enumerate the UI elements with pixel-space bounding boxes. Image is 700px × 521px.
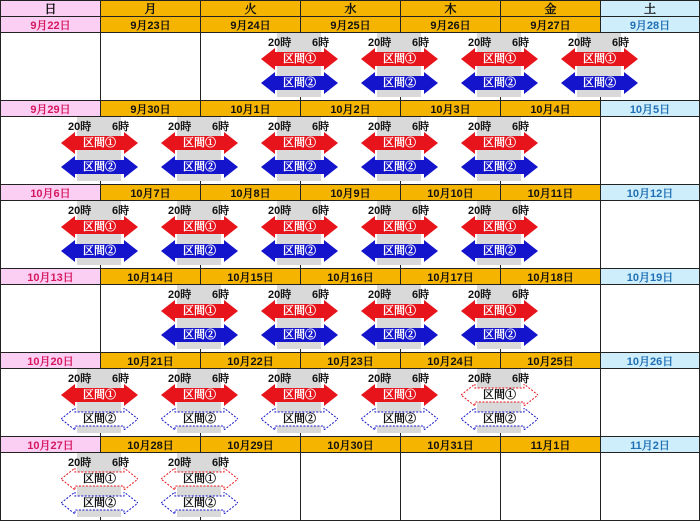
- date-cell: 9月23日: [100, 16, 201, 33]
- closure-arrow-section2: [461, 156, 538, 178]
- start-time-label: 20時: [368, 121, 392, 133]
- start-time-label: 20時: [468, 373, 492, 385]
- closure-block: [60, 369, 139, 433]
- closure-arrow-section1: [261, 300, 338, 322]
- closure-block: [260, 369, 339, 433]
- section1-label: 区間①: [383, 137, 416, 149]
- end-time-label: 6時: [312, 37, 330, 49]
- closure-arrow-section2: [361, 156, 438, 178]
- open-arrow-section1: [61, 468, 138, 490]
- closure-arrow-section1: [61, 384, 138, 406]
- date-cell: 9月29日: [0, 100, 101, 117]
- end-time-label: 6時: [412, 37, 430, 49]
- end-time-label: 6時: [412, 121, 430, 133]
- start-time-label: 20時: [368, 37, 392, 49]
- date-cell: 10月22日: [200, 352, 301, 369]
- end-time-label: 6時: [212, 289, 230, 301]
- closure-block: [160, 285, 239, 349]
- closure-arrow-section2: [61, 156, 138, 178]
- date-cell: 10月1日: [200, 100, 301, 117]
- closure-arrow-section2: [361, 240, 438, 262]
- closure-arrow-section2: [61, 240, 138, 262]
- closure-arrow-section1: [261, 384, 338, 406]
- open-arrow-section2: [461, 408, 538, 430]
- closure-arrow-section2: [261, 72, 338, 94]
- section2-label: 区間②: [483, 77, 516, 89]
- section1-label: 区間①: [483, 221, 516, 233]
- date-cell: 10月16日: [300, 268, 401, 285]
- section1-label: 区間①: [383, 53, 416, 65]
- start-time-label: 20時: [268, 205, 292, 217]
- weekday-header: 日: [0, 0, 101, 17]
- date-cell: 10月24日: [400, 352, 501, 369]
- section2-label: 区間②: [83, 161, 116, 173]
- closure-block: [360, 369, 439, 433]
- closure-block: [360, 33, 439, 97]
- closure-arrow-section1: [361, 300, 438, 322]
- end-time-label: 6時: [612, 37, 630, 49]
- closure-block: [260, 33, 339, 97]
- end-time-label: 6時: [512, 121, 530, 133]
- section1-label: 区間①: [83, 221, 116, 233]
- end-time-label: 6時: [212, 205, 230, 217]
- section2-label: 区間②: [383, 329, 416, 341]
- section1-label: 区間①: [483, 137, 516, 149]
- end-time-label: 6時: [512, 37, 530, 49]
- closure-arrow-section2: [161, 324, 238, 346]
- section2-label: 区間②: [83, 413, 116, 425]
- section2-label: 区間②: [283, 245, 316, 257]
- closure-arrow-section1: [361, 48, 438, 70]
- end-time-label: 6時: [412, 205, 430, 217]
- day-cell: [600, 116, 700, 185]
- date-cell: 10月2日: [300, 100, 401, 117]
- section2-label: 区間②: [183, 497, 216, 509]
- end-time-label: 6時: [212, 121, 230, 133]
- date-cell: 10月20日: [0, 352, 101, 369]
- date-cell: 10月10日: [400, 184, 501, 201]
- start-time-label: 20時: [168, 121, 192, 133]
- section1-label: 区間①: [283, 305, 316, 317]
- closure-arrow-section2: [261, 156, 338, 178]
- section2-label: 区間②: [83, 245, 116, 257]
- closure-block: [160, 201, 239, 265]
- section1-label: 区間①: [183, 389, 216, 401]
- section2-label: 区間②: [83, 497, 116, 509]
- closure-block: [460, 117, 539, 181]
- date-cell: 10月23日: [300, 352, 401, 369]
- section1-label: 区間①: [483, 305, 516, 317]
- date-cell: 9月26日: [400, 16, 501, 33]
- start-time-label: 20時: [268, 37, 292, 49]
- date-cell: 9月30日: [100, 100, 201, 117]
- section1-label: 区間①: [483, 389, 516, 401]
- closure-block: [160, 453, 239, 517]
- closure-arrow-section1: [61, 132, 138, 154]
- end-time-label: 6時: [312, 121, 330, 133]
- day-cell: [600, 284, 700, 353]
- open-arrow-section2: [261, 408, 338, 430]
- start-time-label: 20時: [268, 121, 292, 133]
- closure-block: [260, 117, 339, 181]
- section1-label: 区間①: [483, 53, 516, 65]
- start-time-label: 20時: [268, 289, 292, 301]
- section1-label: 区間①: [183, 137, 216, 149]
- day-cell: [600, 368, 700, 437]
- start-time-label: 20時: [468, 289, 492, 301]
- start-time-label: 20時: [268, 373, 292, 385]
- section2-label: 区間②: [383, 413, 416, 425]
- day-cell: [0, 284, 101, 353]
- start-time-label: 20時: [168, 457, 192, 469]
- date-cell: 10月30日: [300, 436, 401, 453]
- section1-label: 区間①: [283, 389, 316, 401]
- end-time-label: 6時: [312, 373, 330, 385]
- start-time-label: 20時: [368, 373, 392, 385]
- closure-arrow-section2: [361, 72, 438, 94]
- day-cell: [500, 452, 601, 521]
- date-cell: 10月4日: [500, 100, 601, 117]
- start-time-label: 20時: [68, 121, 92, 133]
- date-cell: 10月7日: [100, 184, 201, 201]
- section1-label: 区間①: [83, 473, 116, 485]
- date-cell: 10月18日: [500, 268, 601, 285]
- end-time-label: 6時: [112, 121, 130, 133]
- date-cell: 9月22日: [0, 16, 101, 33]
- weekday-header: 火: [200, 0, 301, 17]
- closure-arrow-section1: [261, 216, 338, 238]
- closure-arrow-section1: [461, 48, 538, 70]
- section2-label: 区間②: [283, 413, 316, 425]
- section1-label: 区間①: [283, 53, 316, 65]
- date-cell: 10月19日: [600, 268, 700, 285]
- section1-label: 区間①: [383, 389, 416, 401]
- day-cell: [600, 452, 700, 521]
- end-time-label: 6時: [112, 457, 130, 469]
- closure-block: [260, 285, 339, 349]
- section1-label: 区間①: [183, 221, 216, 233]
- closure-arrow-section1: [261, 48, 338, 70]
- date-cell: 10月25日: [500, 352, 601, 369]
- closure-block: [160, 369, 239, 433]
- section2-label: 区間②: [283, 161, 316, 173]
- closure-arrow-section1: [461, 300, 538, 322]
- date-cell: 10月28日: [100, 436, 201, 453]
- date-cell: 10月12日: [600, 184, 700, 201]
- end-time-label: 6時: [212, 373, 230, 385]
- date-cell: 11月1日: [500, 436, 601, 453]
- day-cell: [600, 200, 700, 269]
- closure-arrow-section2: [261, 324, 338, 346]
- date-cell: 10月15日: [200, 268, 301, 285]
- day-cell: [300, 452, 401, 521]
- closure-block: [360, 201, 439, 265]
- end-time-label: 6時: [112, 373, 130, 385]
- open-arrow-section2: [161, 408, 238, 430]
- day-cell: [100, 32, 201, 101]
- closure-block: [360, 117, 439, 181]
- date-cell: 10月8日: [200, 184, 301, 201]
- closure-arrow-section2: [161, 240, 238, 262]
- section2-label: 区間②: [483, 245, 516, 257]
- closure-block: [60, 453, 139, 517]
- open-arrow-section1: [161, 468, 238, 490]
- section1-label: 区間①: [383, 305, 416, 317]
- closure-arrow-section2: [561, 72, 638, 94]
- closure-block: [160, 117, 239, 181]
- date-cell: 10月21日: [100, 352, 201, 369]
- closure-block: [460, 285, 539, 349]
- section1-label: 区間①: [183, 473, 216, 485]
- start-time-label: 20時: [68, 457, 92, 469]
- section1-label: 区間①: [283, 221, 316, 233]
- weekday-header: 金: [500, 0, 601, 17]
- closure-arrow-section2: [461, 240, 538, 262]
- section2-label: 区間②: [483, 329, 516, 341]
- date-cell: 10月27日: [0, 436, 101, 453]
- open-arrow-section2: [161, 492, 238, 514]
- section2-label: 区間②: [183, 161, 216, 173]
- end-time-label: 6時: [412, 289, 430, 301]
- closure-arrow-section2: [461, 324, 538, 346]
- section2-label: 区間②: [483, 413, 516, 425]
- section2-label: 区間②: [383, 77, 416, 89]
- weekday-header: 木: [400, 0, 501, 17]
- closure-arrow-section1: [361, 216, 438, 238]
- weekday-header: 月: [100, 0, 201, 17]
- closure-arrow-section1: [461, 132, 538, 154]
- start-time-label: 20時: [368, 289, 392, 301]
- closure-arrow-section1: [161, 300, 238, 322]
- section2-label: 区間②: [183, 245, 216, 257]
- section1-label: 区間①: [183, 305, 216, 317]
- weekday-header: 土: [600, 0, 700, 17]
- open-arrow-section2: [61, 492, 138, 514]
- start-time-label: 20時: [468, 37, 492, 49]
- start-time-label: 20時: [168, 205, 192, 217]
- date-cell: 10月26日: [600, 352, 700, 369]
- start-time-label: 20時: [468, 205, 492, 217]
- section1-label: 区間①: [583, 53, 616, 65]
- date-cell: 10月11日: [500, 184, 601, 201]
- closure-arrow-section2: [161, 156, 238, 178]
- date-cell: 10月3日: [400, 100, 501, 117]
- closure-block: [60, 201, 139, 265]
- start-time-label: 20時: [468, 121, 492, 133]
- day-cell: [0, 32, 101, 101]
- end-time-label: 6時: [412, 373, 430, 385]
- end-time-label: 6時: [512, 289, 530, 301]
- date-cell: 10月9日: [300, 184, 401, 201]
- section2-label: 区間②: [483, 161, 516, 173]
- section2-label: 区間②: [283, 329, 316, 341]
- date-cell: 10月31日: [400, 436, 501, 453]
- end-time-label: 6時: [112, 205, 130, 217]
- closure-arrow-section1: [61, 216, 138, 238]
- section1-label: 区間①: [283, 137, 316, 149]
- date-cell: 9月28日: [600, 16, 700, 33]
- date-cell: 10月14日: [100, 268, 201, 285]
- closure-arrow-section1: [461, 216, 538, 238]
- weekday-header: 水: [300, 0, 401, 17]
- closure-block: [60, 117, 139, 181]
- open-arrow-section2: [61, 408, 138, 430]
- closure-block: [460, 369, 539, 433]
- closure-arrow-section2: [461, 72, 538, 94]
- section1-label: 区間①: [383, 221, 416, 233]
- closure-arrow-section1: [161, 216, 238, 238]
- section2-label: 区間②: [583, 77, 616, 89]
- date-cell: 10月5日: [600, 100, 700, 117]
- date-cell: 11月2日: [600, 436, 700, 453]
- closure-arrow-section2: [361, 324, 438, 346]
- date-cell: 9月24日: [200, 16, 301, 33]
- section2-label: 区間②: [283, 77, 316, 89]
- end-time-label: 6時: [312, 205, 330, 217]
- open-arrow-section1: [461, 384, 538, 406]
- date-cell: 10月29日: [200, 436, 301, 453]
- closure-arrow-section1: [261, 132, 338, 154]
- start-time-label: 20時: [368, 205, 392, 217]
- section1-label: 区間①: [83, 389, 116, 401]
- end-time-label: 6時: [512, 205, 530, 217]
- start-time-label: 20時: [68, 373, 92, 385]
- date-cell: 10月17日: [400, 268, 501, 285]
- start-time-label: 20時: [168, 373, 192, 385]
- open-arrow-section2: [361, 408, 438, 430]
- day-cell: [400, 452, 501, 521]
- start-time-label: 20時: [68, 205, 92, 217]
- closure-arrow-section1: [561, 48, 638, 70]
- section2-label: 区間②: [383, 245, 416, 257]
- date-cell: 9月27日: [500, 16, 601, 33]
- closure-arrow-section1: [361, 132, 438, 154]
- section2-label: 区間②: [183, 413, 216, 425]
- closure-arrow-section1: [361, 384, 438, 406]
- end-time-label: 6時: [212, 457, 230, 469]
- end-time-label: 6時: [512, 373, 530, 385]
- end-time-label: 6時: [312, 289, 330, 301]
- date-cell: 10月6日: [0, 184, 101, 201]
- section2-label: 区間②: [383, 161, 416, 173]
- closure-arrow-section1: [161, 384, 238, 406]
- closure-block: [560, 33, 639, 97]
- closure-block: [460, 201, 539, 265]
- date-cell: 9月25日: [300, 16, 401, 33]
- section2-label: 区間②: [183, 329, 216, 341]
- start-time-label: 20時: [168, 289, 192, 301]
- closure-arrow-section2: [261, 240, 338, 262]
- section1-label: 区間①: [83, 137, 116, 149]
- closure-block: [460, 33, 539, 97]
- date-cell: 10月13日: [0, 268, 101, 285]
- closure-block: [260, 201, 339, 265]
- closure-arrow-section1: [161, 132, 238, 154]
- closure-block: [360, 285, 439, 349]
- start-time-label: 20時: [568, 37, 592, 49]
